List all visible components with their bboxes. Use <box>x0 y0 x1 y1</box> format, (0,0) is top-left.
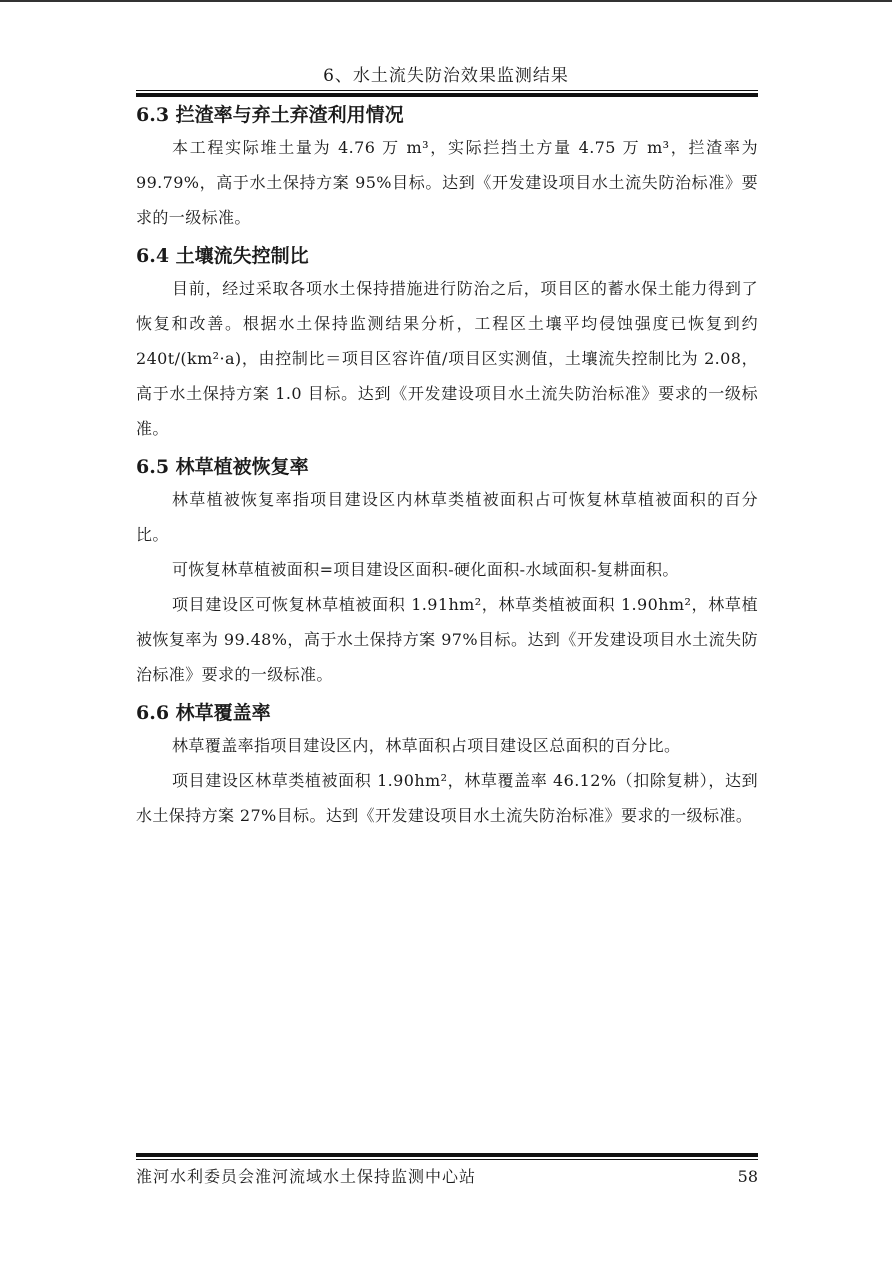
section-heading: 6.3 拦渣率与弃土弃渣利用情况 <box>136 104 404 126</box>
footer-organization: 淮河水利委员会淮河流域水土保持监测中心站 <box>136 1167 477 1186</box>
running-header: 6、水土流失防治效果监测结果 <box>323 66 569 86</box>
section-6-3 <box>136 100 758 235</box>
paragraph: 林草植被恢复率指项目建设区内林草类植被面积占可恢复林草植被面积的百分比。 <box>136 490 758 544</box>
footer-rule-thin <box>136 1159 758 1160</box>
paragraph: 可恢复林草植被面积=项目建设区面积-硬化面积-水域面积-复耕面积。 <box>172 560 679 579</box>
section-6-6 <box>136 698 758 833</box>
section-6-5 <box>136 452 758 692</box>
page-top-border <box>0 0 892 2</box>
paragraph: 目前，经过采取各项水土保持措施进行防治之后，项目区的蓄水保土能力得到了恢复和改善。根据水土保持监测结果分析，工程区土壤平均侵蚀强度已恢复到约 240t/(km²·a)，由控制比＝项目区容许值/项目区实测值，土壤流失控制比为 2.08，高于水土保持方案 1.0 目标。达到《开发建设项目水土流失防治标准》要求的一级标准。 <box>136 279 758 438</box>
section-heading: 6.5 林草植被恢复率 <box>136 456 309 478</box>
section-6-4 <box>136 241 758 446</box>
header-rule-thin <box>136 90 758 91</box>
page-number: 58 <box>737 1167 758 1186</box>
paragraph: 林草覆盖率指项目建设区内，林草面积占项目建设区总面积的百分比。 <box>172 736 681 755</box>
document-body <box>136 100 758 833</box>
paragraph: 项目建设区林草类植被面积 1.90hm²，林草覆盖率 46.12%（扣除复耕），达到水土保持方案 27%目标。达到《开发建设项目水土流失防治标准》要求的一级标准。 <box>136 771 758 825</box>
header-rule-thick <box>136 93 758 97</box>
paragraph: 本工程实际堆土量为 4.76 万 m³，实际拦挡土方量 4.75 万 m³，拦渣率为 99.79%，高于水土保持方案 95%目标。达到《开发建设项目水土流失防治标准》要求的一级标准。 <box>136 138 758 227</box>
section-heading: 6.6 林草覆盖率 <box>136 702 271 724</box>
paragraph: 项目建设区可恢复林草植被面积 1.91hm²，林草类植被面积 1.90hm²，林草植被恢复率为 99.48%，高于水土保持方案 97%目标。达到《开发建设项目水土流失防治标准》要求的一级标准。 <box>136 595 758 684</box>
section-heading: 6.4 土壤流失控制比 <box>136 245 309 267</box>
footer-rule-thick <box>136 1153 758 1157</box>
